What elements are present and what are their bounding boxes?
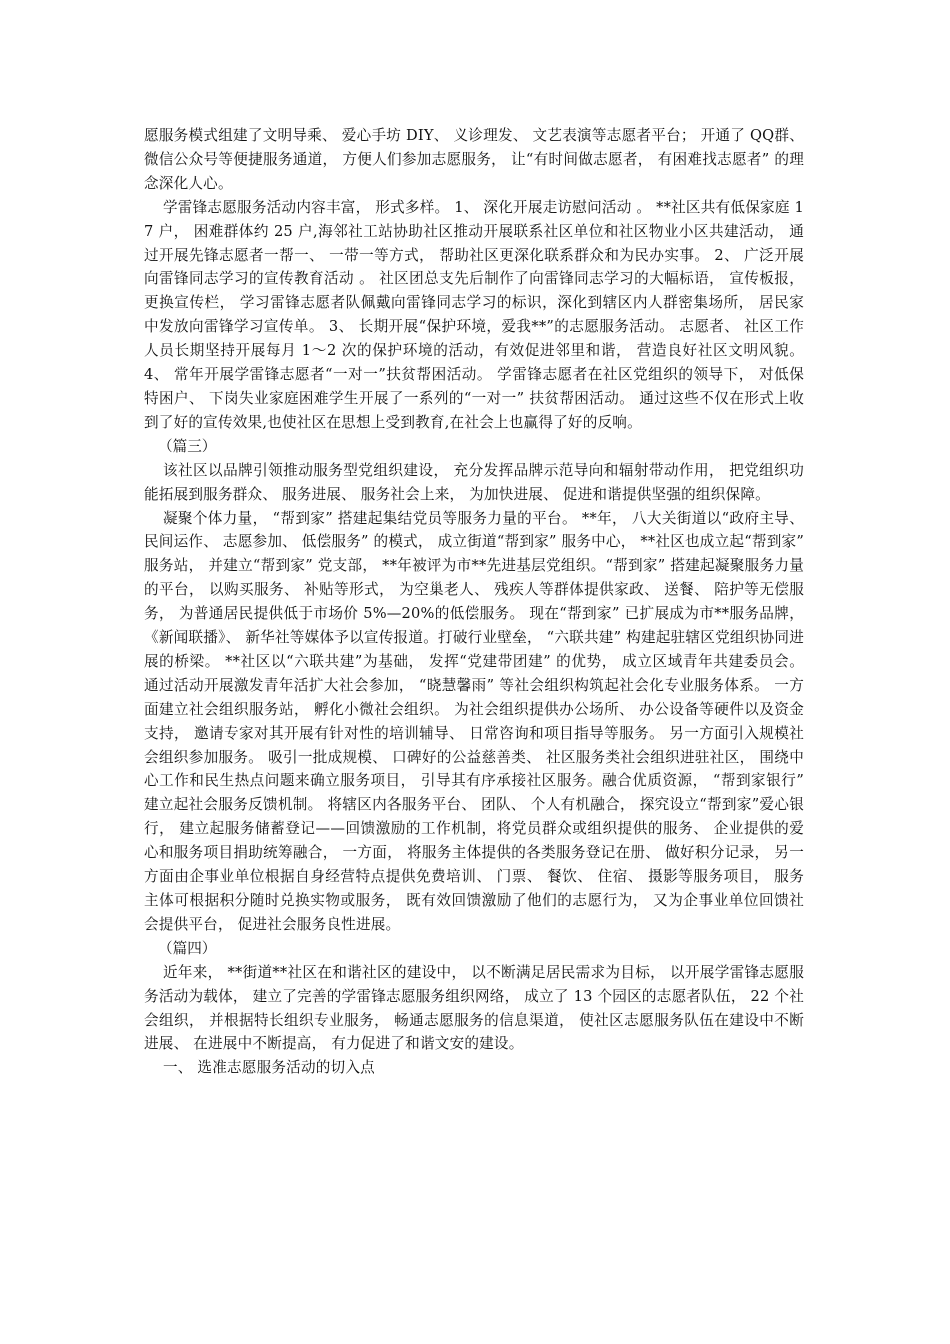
document-page [144, 124, 804, 1080]
subheading-entry-point: 一、 选准志愿服务活动的切入点 [162, 1059, 375, 1077]
paragraph-bangdaojia-service: 凝聚个体力量， “帮到家” 搭建起集结党员等服务力量的平台。 **年， 八大关街道以“政府主导、 民间运作、 志愿参加、 低偿服务” 的模式， 成立街道“帮到家” 服务中心， **社区也成立起“帮到家” 服务站， 并建立“帮到家” 党支部， **年被评为市**先进基层党组织。“帮到家” 搭建起凝聚服务力量的平台， 以购买服务、 补贴等形式， 为空巢老人、 残疾人等群体提供家政、 送餐、 陪护等无偿服务， 为普通居民提供低于市场价 5%—20%的低偿服务。 现在“帮到家” 已扩展成为市**服务品牌， 《新闻联播》、 新华社等媒体予以宣传报道。打破行业壁垒， “六联共建” 构建起驻辖区党组织协同进展的桥梁。 **社区以“六联共建”为基础， 发挥“党建带团建” 的优势， 成立区域青年共建委员会。 通过活动开展激发青年活扩大社会参加， “晓慧馨雨” 等社会组织构筑起社会化专业服务体系。 一方面建立社会组织服务站， 孵化小微社会组织。 为社会组织提供办公场所、 办公设备等硬件以及资金支持， 邀请专家对其开展有针对性的培训辅导、 日常咨询和项目指导等服务。 另一方面引入规模社会组织参加服务。 吸引一批成规模、 口碑好的公益慈善类、 社区服务类社会组织进驻社区， 围绕中心工作和民生热点问题来确立服务项目， 引导其有序承接社区服务。融合优质资源， “帮到家银行” 建立起社会服务反馈机制。 将辖区内各服务平台、 团队、 个人有机融合， 探究设立“帮到家”爱心银行， 建立起服务储蓄登记——回馈激励的工作机制，将党员群众或组织提供的服务、 企业提供的爱心和服务项目捐助统筹融合， 一方面， 将服务主体提供的各类服务登记在册、 做好积分记录， 另一方面由企事业单位根据自身经营特点提供免费培训、 门票、 餐饮、 住宿、 摄影等服务项目， 服务主体可根据积分随时兑换实物或服务， 既有效回馈激励了他们的志愿行为， 又为企事业单位回馈社会提供平台， 促进社会服务良性进展。 [144, 509, 804, 933]
paragraph-brand-party-building: 该社区以品牌引领推动服务型党组织建设， 充分发挥品牌示范导向和辐射带动作用， 把党组织功能拓展到服务群众、 服务进展、 服务社会上来， 为加快进展、 促进和谐提供坚强的组织保障。 [144, 461, 804, 503]
section-heading-part-three: （篇三） [158, 437, 217, 455]
paragraph-volunteer-platforms: 愿服务模式组建了文明导乘、 爱心手坊 DIY、 义诊理发、 文艺表演等志愿者平台； 开通了 QQ群、 微信公众号等便捷服务通道， 方便人们参加志愿服务， 让“有时间做志愿者， 有困难找志愿者” 的理念深化人心。 [144, 127, 804, 192]
paragraph-harmonious-community: 近年来， **街道**社区在和谐社区的建设中， 以不断满足居民需求为目标， 以开展学雷锋志愿服务活动为载体， 建立了完善的学雷锋志愿服务组织网络， 成立了 13 个园区的志愿者队伍， 22 个社会组织， 并根据特长组织专业服务， 畅通志愿服务的信息渠道， 使社区志愿服务队伍在建设中不断进展、 在进展中不断提高， 有力促进了和谐文安的建设。 [144, 963, 804, 1053]
paragraph-leifeng-activities: 学雷锋志愿服务活动内容丰富， 形式多样。 1、 深化开展走访慰问活动 。 **社区共有低保家庭 17 户， 困难群体约 25 户,海邻社工站协助社区推动开展联系社区单位和社区物业小区共建活动， 通过开展先锋志愿者一帮一、 一带一等方式， 帮助社区更深化联系群众和为民办实事。 2、 广泛开展向雷锋同志学习的宣传教育活动 。 社区团总支先后制作了向雷锋同志学习的大幅标语， 宣传板报， 更换宣传栏， 学习雷锋志愿者队佩戴向雷锋同志学习的标识，深化到辖区内人群密集场所， 居民家中发放向雷锋学习宣传单。 3、 长期开展“保护环境，爱我**”的志愿服务活动。 志愿者、 社区工作人员长期坚持开展每月 1～2 次的保护环境的活动，有效促进邻里和谐， 营造良好社区文明风貌。 4、 常年开展学雷锋志愿者“一对一”扶贫帮困活动。 学雷锋志愿者在社区党组织的领导下， 对低保特困户、 下岗失业家庭困难学生开展了一系列的“一对一” 扶贫帮困活动。 通过这些不仅在形式上收到了好的宣传效果,也使社区在思想上受到教育,在社会上也赢得了好的反响。 [144, 198, 804, 431]
section-heading-part-four: （篇四） [158, 939, 217, 957]
